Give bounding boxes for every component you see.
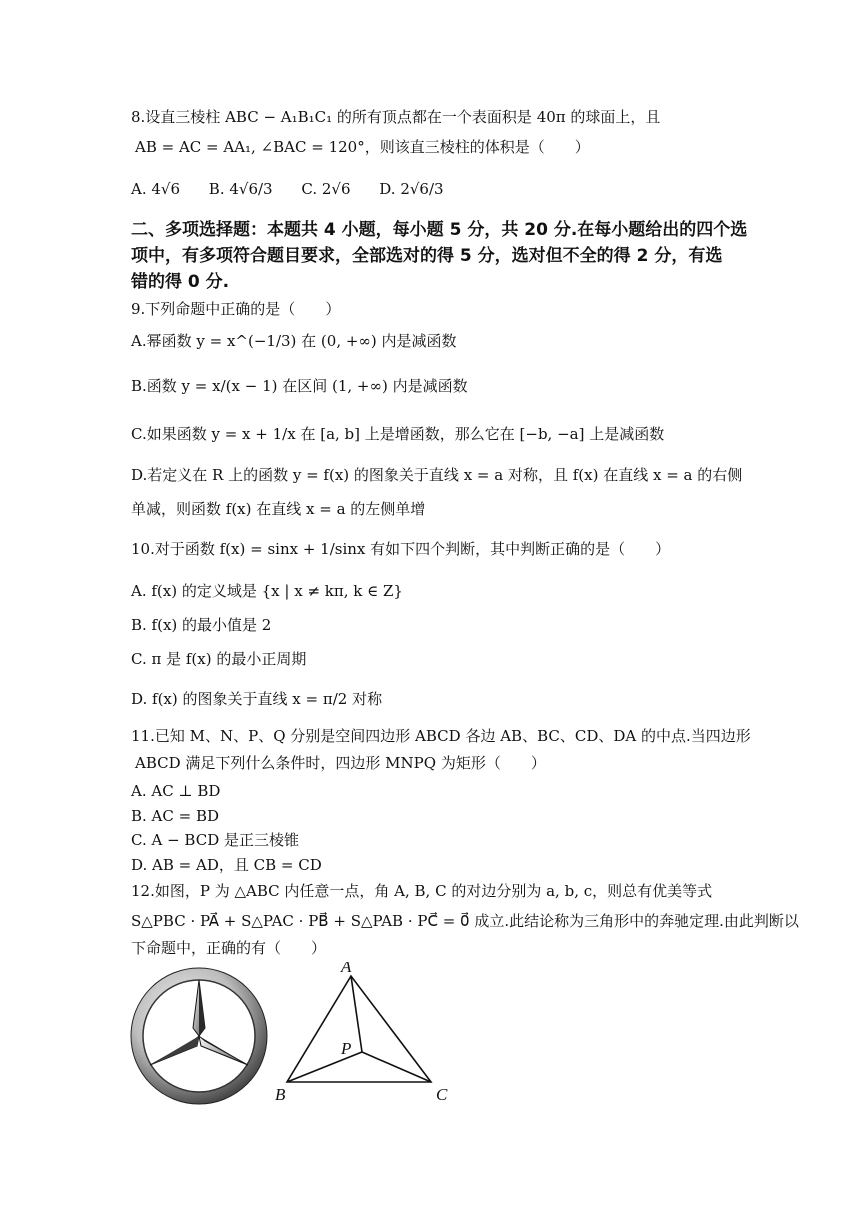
q8-option-c: C. 2√6 [301,180,351,198]
q10-option-a: A. f(x) 的定义域是 {x | x ≠ kπ, k ∈ Z} [131,582,403,600]
q9-option-c: C.如果函数 y = x + 1/x 在 [a, b] 上是增函数，那么它在 [−b, −a] 上是减函数 [131,425,665,443]
q12-stem-line1: 12.如图，P 为 △ABC 内任意一点，角 A, B, C 的对边分别为 a, b, c，则总有优美等式 [131,882,713,900]
q8-option-d: D. 2√6/3 [379,180,444,198]
q11-stem-line2: ABCD 满足下列什么条件时，四边形 MNPQ 为矩形（ ） [135,754,546,772]
q10-option-d: D. f(x) 的图象关于直线 x = π/2 对称 [131,690,383,708]
q11-option-b: B. AC = BD [131,807,220,825]
section2-heading-line3: 错的得 0 分. [131,272,230,292]
q11-option-c: C. A − BCD 是正三棱锥 [131,831,299,849]
q10-stem: 10.对于函数 f(x) = sinx + 1/sinx 有如下四个判断，其中判断正确的是（ ） [131,540,671,558]
q10-option-c: C. π 是 f(x) 的最小正周期 [131,650,307,668]
q11-option-d: D. AB = AD，且 CB = CD [131,856,322,874]
q8-option-b: B. 4√6/3 [208,180,273,198]
q8-stem-line1: 8.设直三棱柱 ABC − A₁B₁C₁ 的所有顶点都在一个表面积是 40π 的球面上，且 [131,108,661,126]
label-a: A [341,962,352,976]
star-emblem-logo [131,968,267,1104]
label-c: C [436,1085,448,1104]
q9-option-d-line2: 单减，则函数 f(x) 在直线 x = a 的左侧单增 [131,500,426,518]
q11-stem-line1: 11.已知 M、N、P、Q 分别是空间四边形 ABCD 各边 AB、BC、CD、DA 的中点.当四边形 [131,727,751,745]
q9-stem: 9.下列命题中正确的是（ ） [131,300,341,318]
label-b: B [275,1085,286,1104]
q12-stem-line2: S△PBC · PA⃗ + S△PAC · PB⃗ + S△PAB · PC⃗ = 0⃗ 成立.此结论称为三角形中的奔驰定理.由此判断以 [131,912,799,930]
q9-option-a: A.幂函数 y = x^(−1/3) 在 (0, +∞) 内是减函数 [131,332,457,350]
q8-stem-line2: AB = AC = AA₁, ∠BAC = 120°，则该直三棱柱的体积是（ ） [135,138,590,156]
q9-option-b: B.函数 y = x/(x − 1) 在区间 (1, +∞) 内是减函数 [131,377,468,395]
q8-option-a: A. 4√6 [131,180,181,198]
q9-option-d-line1: D.若定义在 R 上的函数 y = f(x) 的图象关于直线 x = a 对称，且 f(x) 在直线 x = a 的右侧 [131,466,743,484]
label-p: P [341,1039,352,1058]
section2-heading-line1: 二、多项选择题：本题共 4 小题，每小题 5 分，共 20 分.在每小题给出的四个选 [131,220,748,240]
q12-stem-line3: 下命题中，正确的有（ ） [131,939,327,957]
q11-option-a: A. AC ⊥ BD [131,782,221,800]
q12-figures [129,962,469,1110]
section2-heading-line2: 项中，有多项符合题目要求，全部选对的得 5 分，选对但不全的得 2 分，有选 [131,246,723,266]
q12-figure-svg [129,962,469,1110]
triangle-abc-diagram [287,976,431,1082]
q10-option-b: B. f(x) 的最小值是 2 [131,616,272,634]
q8-options [131,178,468,200]
